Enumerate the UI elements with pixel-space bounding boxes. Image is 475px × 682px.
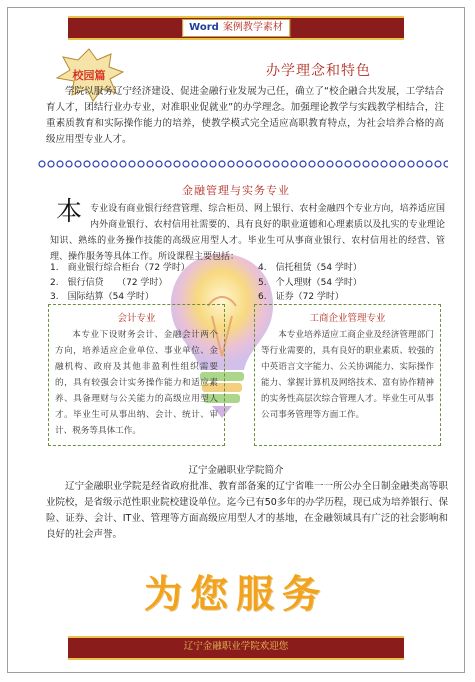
course-item: 4. 信托租赁（54 学时） bbox=[258, 263, 362, 273]
header-text: 案例教学素材 bbox=[222, 22, 283, 33]
course-item: 5. 个人理财（54 学时） bbox=[258, 277, 362, 288]
header-banner bbox=[68, 16, 404, 40]
section1-paragraph: 学院以服务辽宁经济建设、促进金融行业发展为己任，确立了“校企融合共发展，工学结合育人才，团结行业办专业，对准职业促就业”的办学理念。加强理论教学与实践教学相结合，注重素质教育和实际操作能力的培养，使教学模式完全适应高职教育特点，为社会培养合格的高级应用型专业人才。 bbox=[46, 86, 444, 145]
dropcap: 本 bbox=[56, 197, 83, 227]
document-page bbox=[7, 7, 465, 673]
accounting-text: 本专业下设财务会计、金融会计两个方向，培养适应企业单位、事业单位、金融机构、政府及其他非盈利性组织需要的，具有较强会计实务操作能力和适应素养、具备理财与公关能力的高级应用型人才。毕业生可从事出纳、会计、统计、审计、税务等具体工作。 bbox=[55, 330, 218, 436]
header-word: Word bbox=[189, 22, 219, 33]
section3-title: 辽宁金融职业学院简介 bbox=[188, 465, 284, 476]
footer-tag: 辽宁金融职业学院欢迎您 bbox=[183, 641, 289, 652]
star-badge-label: 校园篇 bbox=[72, 69, 106, 82]
course-item: 2. 银行信贷 （72 学时） bbox=[50, 277, 168, 288]
slogan: 为您服务 bbox=[143, 571, 328, 616]
accounting-box bbox=[48, 304, 225, 446]
course-item: 1. 商业银行综合柜台（72 学时） bbox=[50, 263, 190, 273]
section2-paragraph bbox=[50, 197, 445, 265]
course-column-left bbox=[50, 261, 190, 305]
business-text: 本专业培养适应工商企业及经济管理部门等行业需要的，具有良好的职业素质、较强的中英语言文字能力、公关协调能力、实际操作能力、掌握计算机及网络技术、富有协作精神的实务性高层次综合管理人才。毕业生可从事公司事务管理等方面工作。 bbox=[261, 330, 434, 420]
course-item: 3. 国际结算（54 学时） bbox=[50, 292, 154, 302]
header-tag bbox=[182, 19, 290, 37]
business-box bbox=[254, 304, 441, 446]
section1-title: 办学理念和特色 bbox=[266, 63, 371, 79]
footer-banner bbox=[68, 636, 404, 660]
course-column-right bbox=[258, 261, 362, 305]
accounting-title: 会计专业 bbox=[117, 313, 156, 324]
section3-paragraph: 辽宁金融职业学院是经省政府批准、教育部备案的辽宁省唯一一所公办全日制金融类高等职业院校，是省级示范性职业院校建设单位。迄今已有50多年的办学历程，现已成为培养银行、保险、证券、会计、IT业、管理等方面高级应用型人才的基地，在金融领域具有广泛的社会影响和良好的社会声誉。 bbox=[46, 481, 448, 540]
dotted-divider bbox=[38, 160, 448, 168]
section2-paragraph-text: 专业设有商业银行经营管理、综合柜员、网上银行、农村金融四个专业方向，培养适应国内外商业银行、农村信用社需要的、具有良好的职业道德和心理素质以及扎实的专业理论知识、熟练的业务操作技能的高级应用型人才。毕业生可从事商业银行、农村信用社的经营、管理、操作服务等具体工作。所设课程主要包括： bbox=[50, 204, 445, 262]
section2-title: 金融管理与实务专业 bbox=[182, 184, 290, 197]
business-title: 工商企业管理专业 bbox=[309, 313, 386, 324]
course-item: 6. 证券（72 学时） bbox=[258, 292, 344, 302]
dotted-divider-graphic bbox=[38, 160, 448, 168]
